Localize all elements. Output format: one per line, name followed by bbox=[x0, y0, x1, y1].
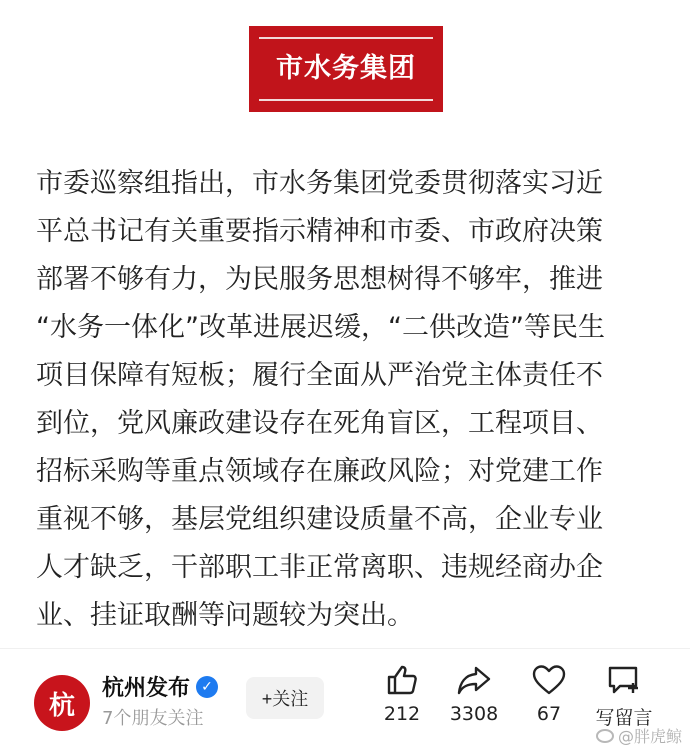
weibo-logo-icon bbox=[596, 729, 614, 743]
account-avatar[interactable] bbox=[34, 675, 90, 731]
favorite-action[interactable] bbox=[509, 663, 589, 725]
comment-icon bbox=[606, 663, 642, 697]
like-count: 212 bbox=[383, 703, 421, 725]
comment-action[interactable] bbox=[584, 663, 664, 730]
like-action[interactable] bbox=[362, 663, 442, 725]
watermark-text: @胖虎鲸 bbox=[617, 727, 682, 746]
article-line: 部署不够有力，为民服务思想树得不够牢，推进 bbox=[36, 264, 603, 295]
comment-label: 写留言 bbox=[595, 707, 653, 729]
weibo-watermark bbox=[596, 724, 682, 747]
bottom-action-bar bbox=[0, 648, 690, 753]
follow-button[interactable]: +关注 bbox=[246, 677, 324, 719]
article-line: 市委巡察组指出，市水务集团党委贯彻落实习近 bbox=[36, 168, 603, 199]
article-line: 业、挂证取酬等问题较为突出。 bbox=[36, 600, 414, 631]
badge-title: 市水务集团 bbox=[276, 53, 416, 84]
verified-check-icon: ✓ bbox=[196, 676, 218, 698]
article-line: 到位，党风廉政建设存在死角盲区，工程项目、 bbox=[36, 408, 603, 439]
badge-bottom-rule bbox=[259, 99, 433, 101]
article-line: 招标采购等重点领域存在廉政风险；对党建工作 bbox=[36, 456, 603, 487]
article-line: “水务一体化”改革进展迟缓，“二供改造”等民生 bbox=[36, 312, 605, 343]
account-name-row[interactable] bbox=[102, 671, 218, 702]
badge-top-rule bbox=[259, 37, 433, 39]
title-badge bbox=[249, 26, 443, 112]
share-count: 3308 bbox=[449, 703, 499, 725]
thumbs-up-icon bbox=[385, 663, 419, 697]
favorite-count: 67 bbox=[536, 703, 562, 725]
friends-following: 7个朋友关注 bbox=[102, 708, 204, 729]
heart-icon bbox=[531, 663, 567, 697]
article-line: 平总书记有关重要指示精神和市委、市政府决策 bbox=[36, 216, 603, 247]
avatar-glyph: 杭 bbox=[48, 690, 75, 721]
share-action[interactable] bbox=[434, 663, 514, 725]
share-arrow-icon bbox=[456, 663, 492, 697]
article-line: 重视不够，基层党组织建设质量不高，企业专业 bbox=[36, 504, 603, 535]
article-body bbox=[36, 160, 660, 640]
article-line: 项目保障有短板；履行全面从严治党主体责任不 bbox=[36, 360, 603, 391]
article-line: 人才缺乏，干部职工非正常离职、违规经商办企 bbox=[36, 552, 603, 583]
account-name: 杭州发布 bbox=[102, 676, 191, 701]
